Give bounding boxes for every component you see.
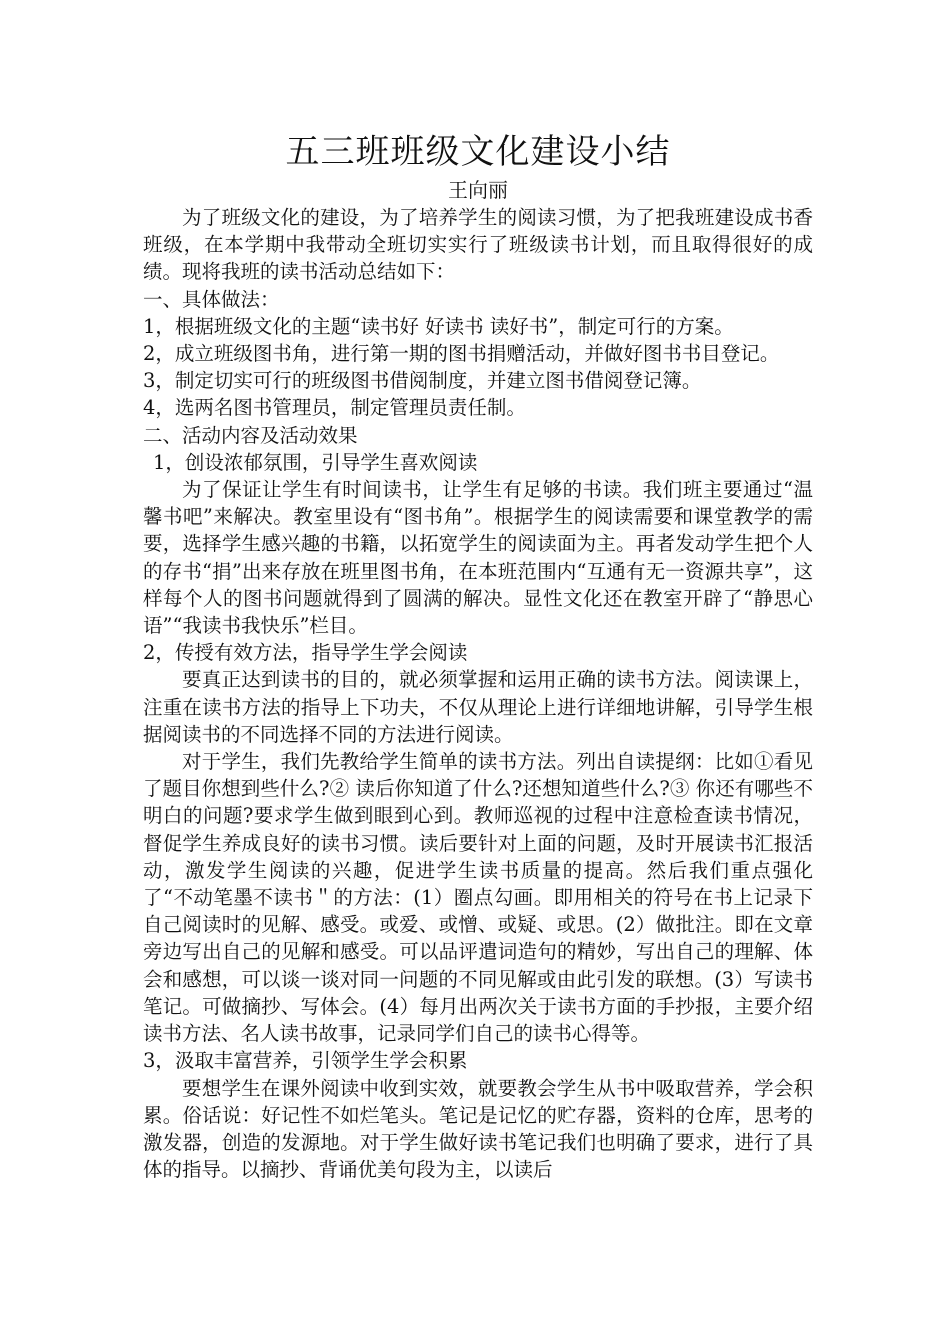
document-page bbox=[143, 130, 813, 1183]
body-paragraph: 对于学生，我们先教给学生简单的读书方法。列出自读提纲：比如①看见了题目你想到些什么?② 读后你知道了什么?还想知道些什么?③ 你还有哪些不明白的问题?要求学生做到眼到心到。教师巡视的过程中注意检查读书情况，督促学生养成良好的读书习惯。读后要针对上面的问题，及时开展读书汇报活动，激发学生阅读的兴趣，促进学生读书质量的提高。然后我们重点强化了“不动笔墨不读书＂的方法：(1）圈点勾画。即用相关的符号在书上记录下自己阅读时的见解、感受。或爱、或憎、或疑、或思。(2）做批注。即在文章旁边写出自己的见解和感受。可以品评遣词造句的精妙，写出自己的理解、体会和感想，可以谈一谈对同一问题的不同见解或由此引发的联想。(3）写读书笔记。可做摘抄、写体会。(4）每月出两次关于读书方面的手抄报，主要介绍读书方法、名人读书故事，记录同学们自己的读书心得等。 bbox=[143, 750, 813, 1046]
section-line: 3，汲取丰富营养，引领学生学会积累 bbox=[143, 1049, 468, 1073]
section-line: 2，传授有效方法，指导学生学会阅读 bbox=[143, 641, 468, 665]
section-line: 2，成立班级图书角，进行第一期的图书捐赠活动，并做好图书书目登记。 bbox=[143, 342, 780, 366]
body-paragraph: 为了保证让学生有时间读书，让学生有足够的书读。我们班主要通过“温馨书吧”来解决。教室里设有“图书角”。根据学生的阅读需要和课堂教学的需要，选择学生感兴趣的书籍，以拓宽学生的阅读面为主。再者发动学生把个人的存书“捐”出来存放在班里图书角，在本班范围内“互通有无一资源共享”，这样每个人的图书问题就得到了圆满的解决。显性文化还在教室开辟了“静思心语”“我读书我快乐”栏目。 bbox=[143, 478, 813, 638]
body-paragraph: 要想学生在课外阅读中收到实效，就要教会学生从书中吸取营养，学会积累。俗话说：好记性不如烂笔头。笔记是记忆的贮存器，资料的仓库，思考的激发器，创造的发源地。对于学生做好读书笔记我们也明确了要求，进行了具体的指导。以摘抄、背诵优美句段为主，以读后 bbox=[143, 1076, 813, 1182]
section-line: 一、具体做法： bbox=[143, 287, 280, 311]
body-paragraph: 为了班级文化的建设，为了培养学生的阅读习惯，为了把我班建设成书香班级，在本学期中我带动全班切实实行了班级读书计划，而且取得很好的成绩。现将我班的读书活动总结如下： bbox=[143, 206, 813, 284]
body-paragraph: 要真正达到读书的目的，就必须掌握和运用正确的读书方法。阅读课上，注重在读书方法的指导上下功夫，不仅从理论上进行详细地讲解，引导学生根据阅读书的不同选择不同的方法进行阅读。 bbox=[143, 668, 813, 746]
section-line: 3，制定切实可行的班级图书借阅制度，并建立图书借阅登记簿。 bbox=[143, 369, 702, 393]
section-line: 二、活动内容及活动效果 bbox=[143, 423, 358, 447]
section-line: 1，创设浓郁氛围，引导学生喜欢阅读 bbox=[153, 450, 478, 474]
section-line: 1，根据班级文化的主题“读书好 好读书 读好书”，制定可行的方案。 bbox=[143, 314, 734, 338]
document-title: 五三班班级文化建设小结 bbox=[285, 132, 671, 172]
document-author: 王向丽 bbox=[448, 178, 508, 202]
document-body bbox=[143, 204, 813, 1183]
section-line: 4，选两名图书管理员，制定管理员责任制。 bbox=[143, 396, 526, 420]
